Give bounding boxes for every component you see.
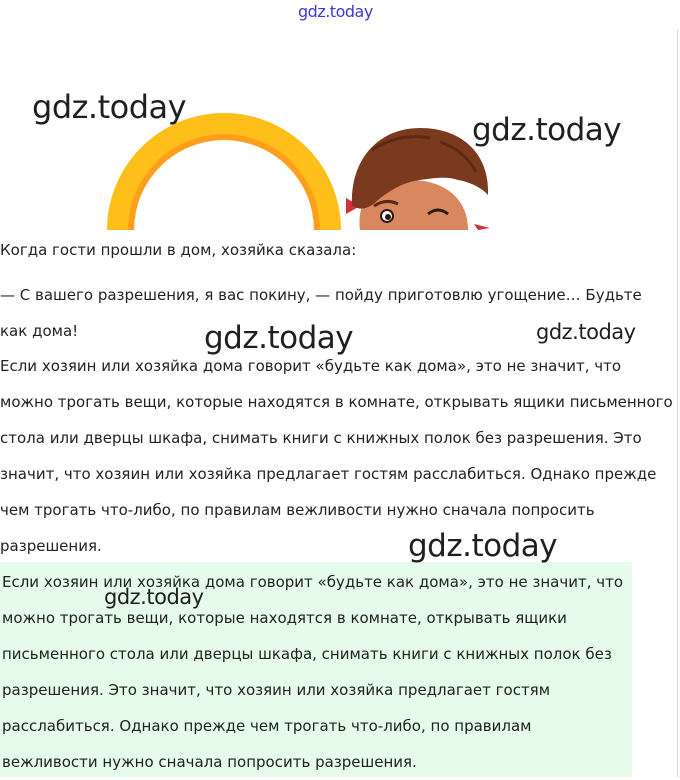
- child-character: [346, 128, 490, 230]
- rainbow-arch: [107, 113, 341, 230]
- watermark: gdz.today: [536, 320, 636, 344]
- watermark: gdz.today: [408, 528, 558, 564]
- intro-text: Когда гости прошли в дом, хозяйка сказала:: [0, 241, 357, 259]
- page-border: [677, 30, 678, 777]
- speech-text: — С вашего разрешения, я вас покину, — пойду приготовлю угощение… Будьте как дома!: [0, 286, 642, 340]
- watermark: gdz.today: [32, 88, 187, 126]
- site-link[interactable]: gdz.today: [298, 2, 373, 21]
- rule-text: Если хозяин или хозяйка дома говорит «будьте как дома», это не значит, что можно трогать вещи, которые находятся в комнате, открывать ящики письменного стола или дверцы шкафа, снимать книги с книжных полок без разрешения. Это значит, что хозяин или хозяйка предлагает гостям расслабиться. Однако прежде чем трогать что-либо, по правилам вежливости нужно сначала попросить разрешения.: [0, 357, 673, 555]
- watermark: gdz.today: [472, 112, 622, 148]
- watermark: gdz.today: [204, 320, 354, 356]
- watermark: gdz.today: [104, 585, 204, 609]
- answer-text: Если хозяин или хозяйка дома говорит «будьте как дома», это не значит, что можно трогать вещи, которые находятся в комнате, открывать ящики письменного стола или дверцы шкафа, снимать книги с книжных полок без разрешения. Это значит, что хозяин или хозяйка предлагает гостям расслабиться. Однако прежде чем трогать что-либо, по правилам вежливости нужно сначала попросить разрешения.: [2, 573, 624, 771]
